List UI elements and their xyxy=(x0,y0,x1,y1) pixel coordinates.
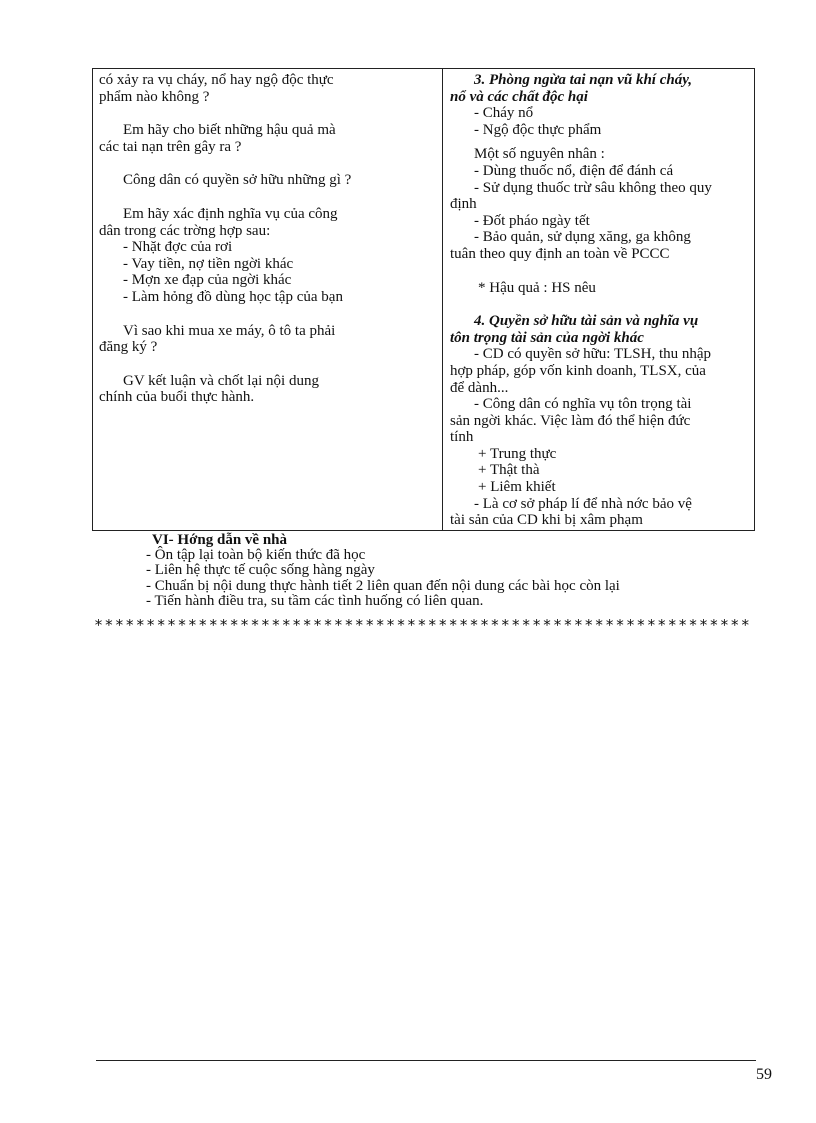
lesson-table xyxy=(92,68,755,531)
list-item: định xyxy=(450,196,477,213)
list-item: - Cháy nổ xyxy=(474,105,534,122)
list-item: - Ngộ độc thực phẩm xyxy=(474,121,602,138)
causes-label: Một số nguyên nhân : xyxy=(474,146,605,163)
list-item: tài sản của CD khi bị xâm phạm xyxy=(450,512,643,529)
section-title: VI- Hớng dẫn về nhà xyxy=(152,532,288,548)
question-text: phẩm nào không ? xyxy=(99,88,210,105)
section-heading: 4. Quyền sở hữu tài sản và nghĩa vụ xyxy=(474,313,699,330)
list-item: - Chuẩn bị nội dung thực hành tiết 2 liên quan đến nội dung các bài học còn lại xyxy=(146,577,620,594)
list-item: - Liên hệ thực tế cuộc sống hàng ngày xyxy=(146,562,375,579)
homework-section xyxy=(146,532,620,609)
question-text: Công dân có quyền sở hữu những gì ? xyxy=(123,172,352,189)
separator-stars: *************************************************************** xyxy=(94,616,752,634)
question-text: Vì sao khi mua xe máy, ô tô ta phải xyxy=(123,322,336,339)
list-item: - Tiến hành điều tra, su tầm các tình huống có liên quan. xyxy=(146,592,484,609)
list-item: - Vay tiền, nợ tiền ngời khác xyxy=(123,255,294,272)
section-heading: tôn trọng tài sản của ngời khác xyxy=(450,329,644,346)
list-item: - Ôn tập lại toàn bộ kiến thức đã học xyxy=(146,547,366,564)
section-heading: nổ và các chất độc hại xyxy=(450,88,588,105)
footer-rule xyxy=(96,1060,756,1061)
page-number: 59 xyxy=(756,1066,772,1083)
list-item: - Dùng thuốc nổ, điện để đánh cá xyxy=(474,162,674,179)
question-text: các tai nạn trên gây ra ? xyxy=(99,138,242,155)
question-text: dân trong các trờng hợp sau: xyxy=(99,222,271,239)
list-item: - Mợn xe đạp của ngời khác xyxy=(123,272,292,289)
list-item: tính xyxy=(450,429,474,446)
question-text: có xảy ra vụ cháy, nổ hay ngộ độc thực xyxy=(99,72,334,88)
list-item: + Thật thà xyxy=(478,462,540,479)
content-column xyxy=(443,69,754,530)
list-item: tuân theo quy định an toàn về PCCC xyxy=(450,245,670,262)
list-item: - Đốt pháo ngày tết xyxy=(474,212,590,229)
list-item: - Nhặt đợc của rơi xyxy=(123,239,233,256)
list-item: sản ngời khác. Việc làm đó thể hiện đức xyxy=(450,412,691,429)
teacher-questions-column xyxy=(93,69,443,530)
question-text: Em hãy cho biết những hậu quả mà xyxy=(123,122,336,139)
list-item: + Liêm khiết xyxy=(478,479,556,496)
question-text: đăng ký ? xyxy=(99,339,158,356)
list-item: hợp pháp, góp vốn kinh doanh, TLSX, của xyxy=(450,362,706,379)
question-text: Em hãy xác định nghĩa vụ của công xyxy=(123,205,338,222)
list-item: - Là cơ sở pháp lí để nhà nớc bảo vệ xyxy=(474,495,692,512)
list-item: - Bảo quản, sử dụng xăng, ga không xyxy=(474,229,691,246)
list-item: - CD có quyền sở hữu: TLSH, thu nhập xyxy=(474,346,712,363)
question-text: chính của buổi thực hành. xyxy=(99,389,255,406)
question-text: GV kết luận và chốt lại nội dung xyxy=(123,372,319,389)
consequence-text: * Hậu quả : HS nêu xyxy=(478,279,596,296)
list-item: + Trung thực xyxy=(478,445,557,462)
section-heading: 3. Phòng ngừa tai nạn vũ khí cháy, xyxy=(474,72,693,88)
list-item: - Làm hỏng đồ dùng học tập của bạn xyxy=(123,288,343,305)
list-item: để dành... xyxy=(450,379,509,396)
list-item: - Sử dụng thuốc trừ sâu không theo quy xyxy=(474,179,712,196)
list-item: - Công dân có nghĩa vụ tôn trọng tài xyxy=(474,396,692,413)
